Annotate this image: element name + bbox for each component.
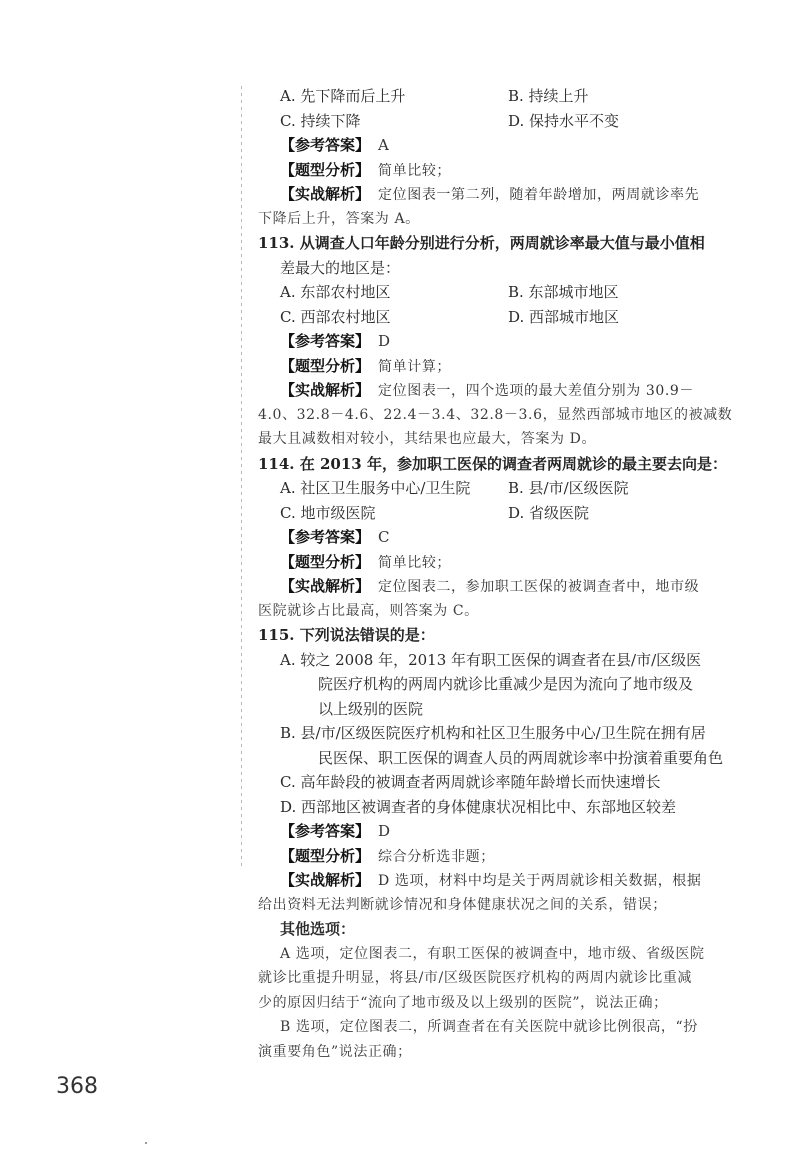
option-a: A. 先下降而后上升 (280, 87, 406, 105)
answer-value: D (378, 332, 391, 350)
options-row-ab (258, 84, 750, 109)
option-c: C. 地市级医院 (280, 503, 376, 522)
answer-tag: 【参考答案】 (280, 528, 371, 546)
answer-value: D (378, 822, 391, 840)
option-a-cont: 以上级别的医院 (318, 699, 424, 718)
option-d: D. 保持水平不变 (508, 111, 620, 130)
analysis-tag: 【实战解析】 (280, 381, 371, 399)
binding-margin-line (238, 86, 246, 866)
type-line (258, 844, 750, 869)
analysis-text: 定位图表一第二列，随着年龄增加，两周就诊率先 (378, 187, 700, 203)
options-row-cd (258, 109, 750, 134)
type-line (258, 158, 750, 183)
analysis-text-cont: 给出资料无法判断就诊情况和身体健康状况之间的关系，错误； (258, 896, 667, 913)
analysis-text-cont: 最大且减数相对较小，其结果也应最大，答案为 D。 (258, 431, 597, 447)
analysis-tag: 【实战解析】 (280, 185, 371, 203)
others-a: A 选项，定位图表二，有职工医保的被调查中，地市级、省级医院 (280, 945, 705, 962)
question-115-title: 115. 下列说法错误的是： (258, 626, 435, 644)
option-d: D. 西部城市地区 (508, 307, 620, 326)
analysis-text: 定位图表一，四个选项的最大差值分别为 30.9－ (378, 383, 695, 399)
option-a-cont: 院医疗机构的两周内就诊比重减少是因为流向了地市级及 (318, 675, 694, 693)
answer-line (258, 819, 750, 844)
option-a: A. 社区卫生服务中心/卫生院 (280, 479, 471, 497)
type-value: 简单比较； (378, 162, 452, 179)
others-a-cont: 就诊比重提升明显，将县/市/区级医院医疗机构的两周内就诊比重减 (258, 970, 693, 986)
answer-value: A (378, 136, 389, 154)
type-value: 简单比较； (378, 554, 452, 571)
type-line (258, 354, 750, 379)
type-tag: 【题型分析】 (280, 552, 371, 571)
option-c: C. 持续下降 (280, 111, 361, 130)
page-number: 368 (56, 1074, 98, 1099)
type-line (258, 550, 750, 575)
others-b-cont: 演重要角色”说法正确； (258, 1043, 412, 1060)
option-b: B. 持续上升 (508, 87, 589, 105)
analysis-line (258, 182, 750, 207)
analysis-line (258, 868, 750, 893)
answer-line (258, 133, 750, 158)
analysis-text: 定位图表二，参加职工医保的被调查者中，地市级 (378, 579, 700, 595)
option-c: C. 西部农村地区 (280, 307, 391, 326)
option-b: B. 东部城市地区 (508, 283, 619, 301)
option-d: D. 西部地区被调查者的身体健康状况相比中、东部地区较差 (280, 797, 677, 816)
analysis-text-cont: 下降后上升，答案为 A。 (258, 210, 420, 227)
analysis-text-cont: 4.0、32.8－4.6、22.4－3.4、32.8－3.6，显然西部城市地区的被减数 (258, 406, 733, 423)
type-tag: 【题型分析】 (280, 846, 371, 865)
analysis-tag: 【实战解析】 (280, 871, 371, 889)
options-row-cd (258, 305, 750, 330)
analysis-text: D 选项，材料中均是关于两周就诊相关数据，根据 (378, 873, 702, 889)
type-value: 综合分析选非题； (378, 848, 495, 865)
analysis-text-cont: 医院就诊占比最高，则答案为 C。 (258, 602, 479, 619)
answer-tag: 【参考答案】 (280, 136, 371, 154)
options-row-cd (258, 501, 750, 526)
answer-tag: 【参考答案】 (280, 822, 371, 840)
answer-line (258, 329, 750, 354)
answer-line (258, 525, 750, 550)
analysis-tag: 【实战解析】 (280, 577, 371, 595)
scan-speck (145, 1142, 147, 1144)
answer-value: C (378, 528, 390, 546)
type-tag: 【题型分析】 (280, 356, 371, 375)
option-a: A. 较之 2008 年，2013 年有职工医保的调查者在县/市/区级医 (280, 650, 702, 669)
others-a-cont: 少的原因归结于“流向了地市级及以上级别的医院”，说法正确； (258, 994, 668, 1011)
analysis-line (258, 574, 750, 599)
analysis-line (258, 378, 750, 403)
others-b: B 选项，定位图表二，所调查者在有关医院中就诊比例很高，“扮 (280, 1019, 698, 1035)
type-tag: 【题型分析】 (280, 160, 371, 179)
question-114-title: 114. 在 2013 年，参加职工医保的调查者两周就诊的最主要去向是： (258, 454, 727, 473)
answer-tag: 【参考答案】 (280, 332, 371, 350)
option-b-cont: 民医保、职工医保的调查人员的两周就诊率中扮演着重要角色 (318, 748, 724, 767)
options-row-ab (258, 280, 750, 305)
question-113-title-cont: 差最大的地区是： (280, 258, 401, 277)
option-c: C. 高年龄段的被调查者两周就诊率随年龄增长而快速增长 (280, 773, 661, 791)
page-content (258, 84, 750, 1064)
option-b: B. 县/市/区级医院 (508, 479, 629, 497)
others-title: 其他选项： (280, 920, 356, 938)
type-value: 简单计算； (378, 358, 452, 375)
option-b: B. 县/市/区级医院医疗机构和社区卫生服务中心/卫生院在拥有居 (280, 724, 706, 742)
option-d: D. 省级医院 (508, 503, 590, 522)
question-113-title: 113. 从调查人口年龄分别进行分析，两周就诊率最大值与最小值相 (258, 234, 705, 252)
option-a: A. 东部农村地区 (280, 283, 391, 301)
options-row-ab (258, 476, 750, 501)
